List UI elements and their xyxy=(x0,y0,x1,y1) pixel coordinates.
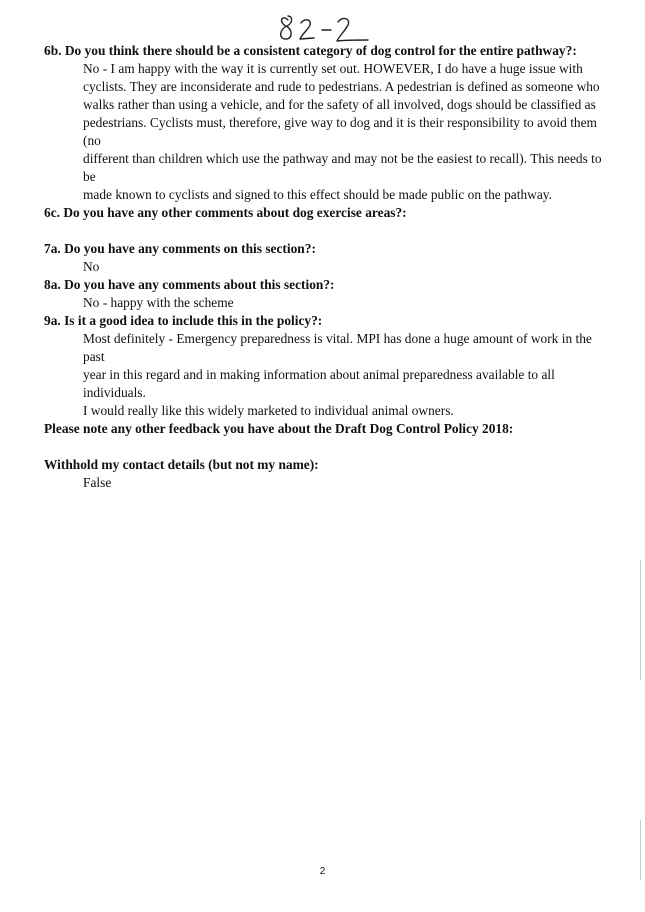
answer-8a: No - happy with the scheme xyxy=(83,295,234,310)
scan-edge-mark xyxy=(640,560,641,680)
feedback-form-responses xyxy=(44,42,614,492)
answer-7a: No xyxy=(83,259,100,274)
handwritten-page-reference xyxy=(274,10,374,46)
answer-9a: Most definitely - Emergency preparedness is vital. MPI has done a huge amount of work in the past year in this regard and in making information about animal preparedness available to all individuals. I would really like this widely marketed to individual animal owners. xyxy=(83,331,592,418)
answer-6b: No - I am happy with the way it is currently set out. HOWEVER, I do have a huge issue with cyclists. They are inconsiderate and rude to pedestrians. A pedestrian is defined as someone who walks rather than using a vehicle, and for the safety of all involved, dogs should be classified as pedestrians. Cyclists must, therefore, give way to dog and it is their responsibility to avoid them (no different than children which use the pathway and may not be the easiest to recall). This needs to be made known to cyclists and signed to this effect should be made public on the pathway. xyxy=(83,61,602,202)
answer-withhold-contact: False xyxy=(83,475,112,490)
question-6b: 6b. Do you think there should be a consistent category of dog control for the entire pathway?: xyxy=(44,43,577,58)
question-8a: 8a. Do you have any comments about this section?: xyxy=(44,277,335,292)
page-number: 2 xyxy=(319,866,326,877)
question-withhold-contact: Withhold my contact details (but not my name): xyxy=(44,457,319,472)
question-9a: 9a. Is it a good idea to include this in the policy?: xyxy=(44,313,323,328)
question-other-feedback: Please note any other feedback you have about the Draft Dog Control Policy 2018: xyxy=(44,421,514,436)
question-6c: 6c. Do you have any other comments about dog exercise areas?: xyxy=(44,205,407,220)
question-7a: 7a. Do you have any comments on this section?: xyxy=(44,241,316,256)
